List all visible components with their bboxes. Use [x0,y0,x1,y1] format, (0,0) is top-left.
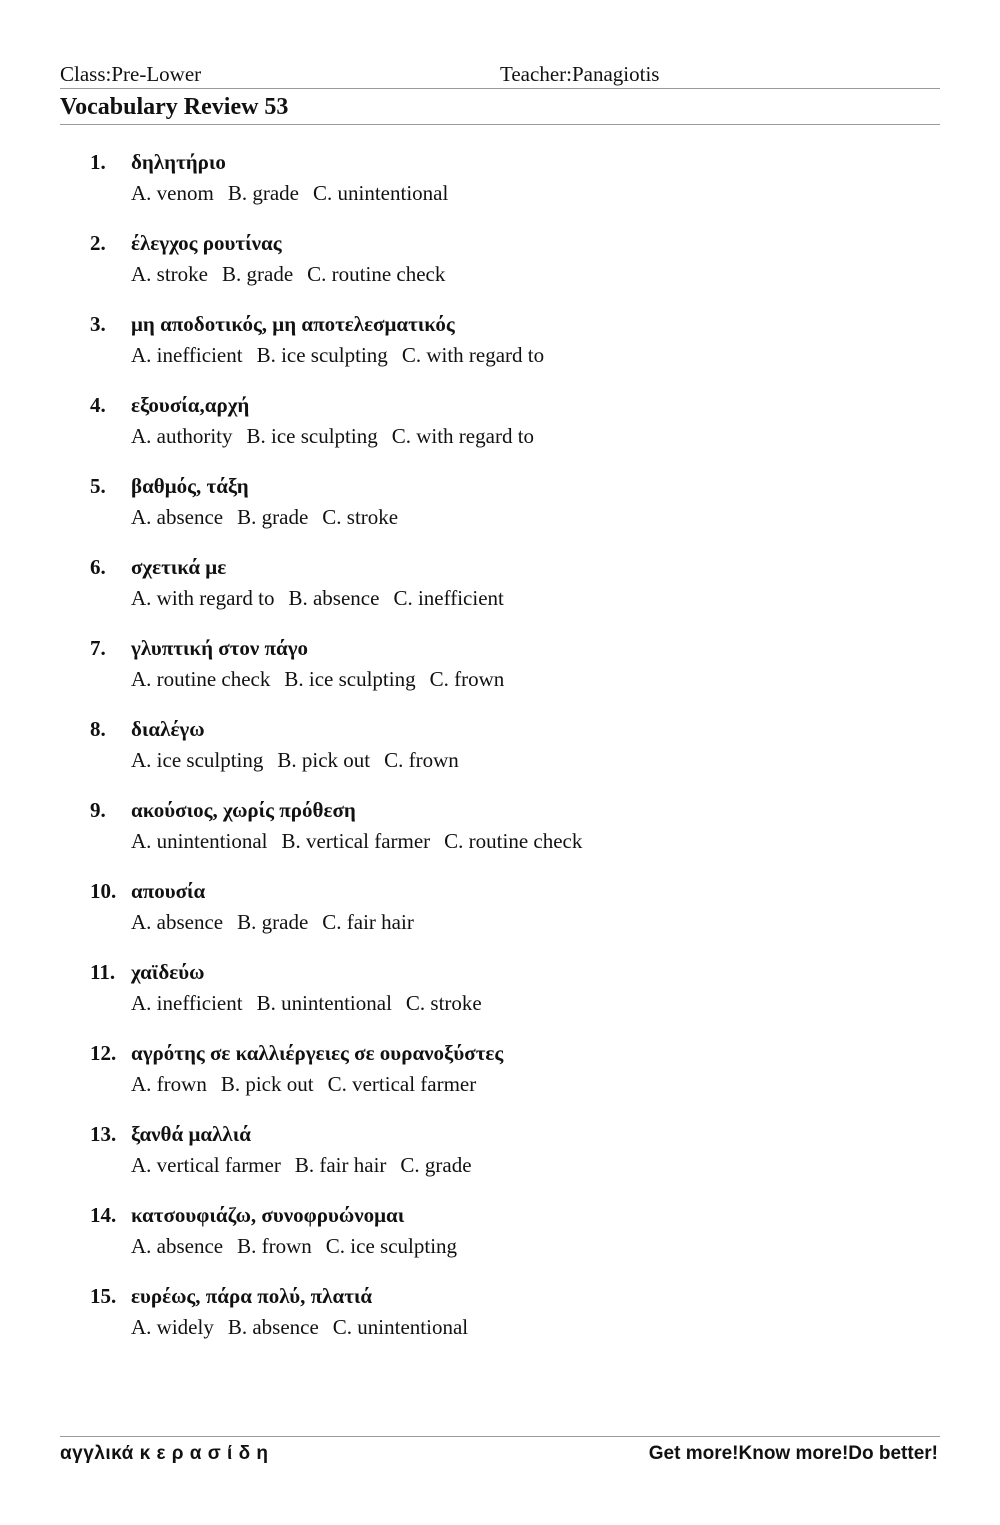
answer-option[interactable]: A. inefficient [131,991,243,1015]
answer-option[interactable]: A. inefficient [131,343,243,367]
question-number: 1. [90,150,106,174]
question-prompt: μη αποδοτικός, μη αποτελεσματικός [131,312,455,336]
answer-option[interactable]: C. with regard to [391,424,535,448]
answer-options [131,667,518,692]
answer-option[interactable]: C. inefficient [393,586,504,610]
answer-option[interactable]: C. ice sculpting [325,1234,458,1258]
question-item [0,472,1000,553]
question-prompt: διαλέγω [131,717,205,741]
answer-options [131,991,496,1016]
answer-option[interactable]: B. ice sculpting [256,343,388,367]
answer-option[interactable]: A. ice sculpting [131,748,264,772]
question-prompt: βαθμός, τάξη [131,474,249,498]
answer-option[interactable]: B. absence [227,1315,319,1339]
answer-option[interactable]: B. unintentional [256,991,392,1015]
answer-options [131,1315,482,1340]
question-item [0,1201,1000,1282]
answer-option[interactable]: A. authority [131,424,233,448]
answer-option[interactable]: B. frown [237,1234,312,1258]
question-prompt: ακούσιος, χωρίς πρόθεση [131,798,356,822]
answer-options [131,1072,490,1097]
question-list [0,148,1000,1363]
question-item [0,229,1000,310]
answer-option[interactable]: B. pick out [220,1072,314,1096]
answer-option[interactable]: A. stroke [131,262,208,286]
answer-option[interactable]: C. stroke [322,505,399,529]
answer-option[interactable]: A. with regard to [131,586,275,610]
answer-option[interactable]: A. unintentional [131,829,268,853]
answer-options [131,181,462,206]
question-prompt: δηλητήριο [131,150,226,174]
question-number: 6. [90,555,106,579]
answer-option[interactable]: C. unintentional [332,1315,469,1339]
question-number: 12. [90,1041,117,1065]
question-prompt: χαϊδεύω [131,960,205,984]
answer-option[interactable]: C. fair hair [322,910,414,934]
question-item [0,796,1000,877]
question-number: 13. [90,1122,117,1146]
page-title: Vocabulary Review 53 [60,94,289,120]
question-number: 11. [90,960,116,984]
question-item [0,1120,1000,1201]
question-number: 14. [90,1203,117,1227]
answer-option[interactable]: C. routine check [307,262,446,286]
answer-option[interactable]: C. stroke [405,991,482,1015]
answer-option[interactable]: A. vertical farmer [131,1153,281,1177]
answer-options [131,910,428,935]
answer-option[interactable]: B. grade [222,262,294,286]
question-item [0,1282,1000,1363]
answer-option[interactable]: C. grade [400,1153,472,1177]
answer-options [131,829,596,854]
answer-option[interactable]: A. widely [131,1315,214,1339]
question-number: 4. [90,393,106,417]
question-prompt: γλυπτική στον πάγο [131,636,309,660]
question-number: 8. [90,717,106,741]
question-item [0,634,1000,715]
teacher-label: Teacher:Panagiotis [500,62,660,86]
question-prompt: ευρέως, πάρα πολύ, πλατιά [131,1284,373,1308]
answer-option[interactable]: C. frown [429,667,505,691]
answer-options [131,1153,486,1178]
answer-option[interactable]: B. absence [288,586,380,610]
answer-options [131,343,558,368]
question-prompt: απουσία [131,879,206,903]
answer-option[interactable]: A. frown [131,1072,207,1096]
answer-option[interactable]: B. fair hair [294,1153,387,1177]
answer-option[interactable]: A. routine check [131,667,271,691]
footer-brand: αγγλικά κ ε ρ α σ ί δ η [60,1443,269,1464]
answer-options [131,586,518,611]
question-number: 3. [90,312,106,336]
answer-option[interactable]: B. vertical farmer [281,829,431,853]
answer-options [131,424,548,449]
footer-divider [60,1436,940,1437]
answer-option[interactable]: C. vertical farmer [327,1072,477,1096]
answer-option[interactable]: B. pick out [277,748,371,772]
worksheet-header [60,60,940,89]
answer-option[interactable]: B. ice sculpting [246,424,378,448]
question-item [0,715,1000,796]
answer-option[interactable]: A. absence [131,505,224,529]
question-prompt: κατσουφιάζω, συνοφρυώνομαι [131,1203,405,1227]
answer-options [131,262,459,287]
class-label: Class:Pre-Lower [60,62,202,86]
question-prompt: αγρότης σε καλλιέργειες σε ουρανοξύστες [131,1041,504,1065]
question-item [0,553,1000,634]
question-item [0,958,1000,1039]
answer-option[interactable]: A. absence [131,910,224,934]
answer-option[interactable]: B. grade [227,181,299,205]
title-row [60,92,940,125]
answer-options [131,1234,471,1259]
question-number: 10. [90,879,117,903]
question-item [0,310,1000,391]
question-prompt: σχετικά με [131,555,227,579]
answer-option[interactable]: B. grade [237,910,309,934]
answer-option[interactable]: C. frown [384,748,459,772]
question-number: 9. [90,798,106,822]
question-item [0,148,1000,229]
question-number: 5. [90,474,106,498]
answer-option[interactable]: A. venom [131,181,214,205]
answer-option[interactable]: B. grade [237,505,309,529]
question-item [0,877,1000,958]
question-item [0,1039,1000,1120]
answer-options [131,748,473,773]
question-prompt: έλεγχος ρουτίνας [131,231,282,255]
answer-option[interactable]: C. routine check [444,829,583,853]
answer-option[interactable]: C. unintentional [312,181,449,205]
question-prompt: εξουσία,αρχή [131,393,250,417]
answer-options [131,505,412,530]
question-prompt: ξανθά μαλλιά [131,1122,251,1146]
question-number: 7. [90,636,106,660]
question-item [0,391,1000,472]
question-number: 2. [90,231,106,255]
footer-slogan: Get more!Know more!Do better! [648,1443,938,1464]
answer-option[interactable]: C. with regard to [401,343,545,367]
answer-option[interactable]: B. ice sculpting [284,667,416,691]
answer-option[interactable]: A. absence [131,1234,224,1258]
question-number: 15. [90,1284,117,1308]
